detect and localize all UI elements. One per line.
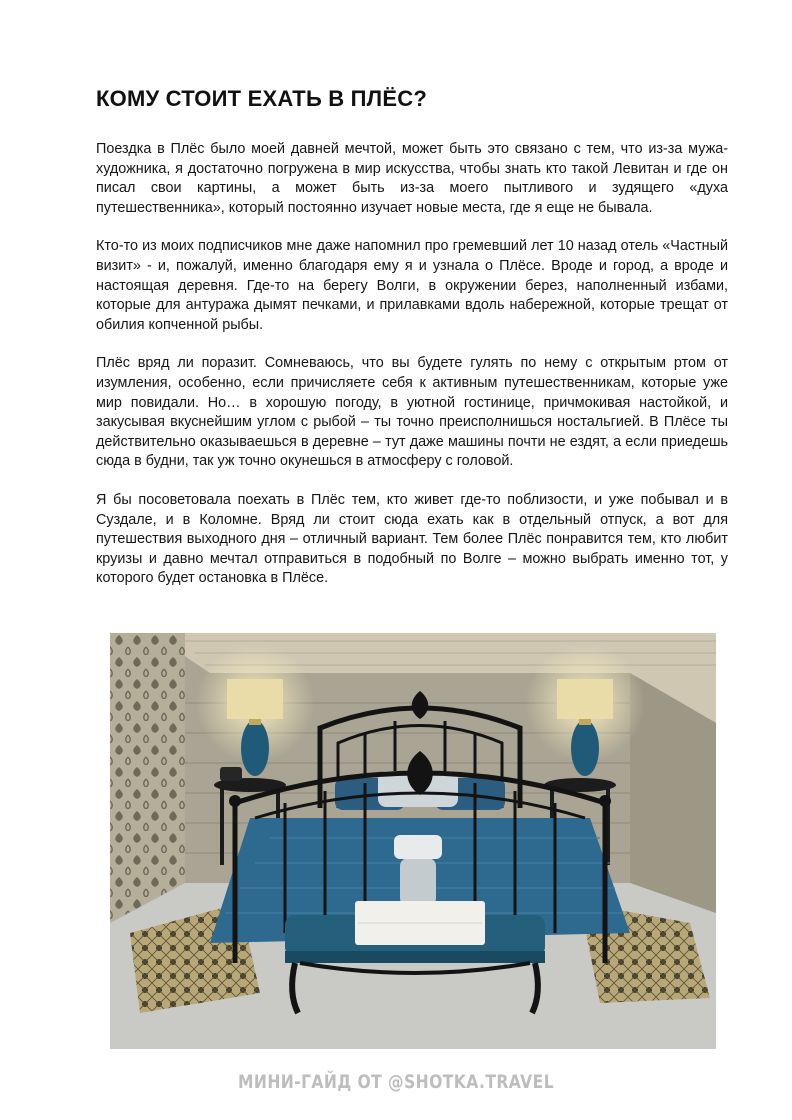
paragraph-1: Поездка в Плёс было моей давней мечтой, может быть это связано с тем, что из-за мужа-художника, я достаточно погружена в мир искусства, чтобы знать кто такой Левитан и где он писал свои картины, а может быть из-за моего пытливого и зудящего «духа путешественника», который постоянно изучает новые места, где я еще не бывала. (96, 141, 728, 216)
article-body (96, 140, 728, 608)
bedroom-illustration (110, 633, 716, 1049)
paragraph-4: Я бы посоветовала поехать в Плёс тем, кто живет где-то поблизости, и уже побывал и в Суздале, и в Коломне. Вряд ли стоит сюда ехать как в отдельный отпуск, а вот для путешествия выходного дня – отличный вариант. Тем более Плёс понравится тем, кто любит круизы и давно мечтал отправиться в подобный по Волге – можно выбрать именно тот, у которого будет остановка в Плёсе. (96, 491, 728, 587)
phone (220, 767, 242, 781)
paragraph-2: Кто-то из моих подписчиков мне даже напомнил про гремевший лет 10 назад отель «Частный визит» - и, пожалуй, именно благодаря ему я и узнала о Плёсе. Вроде и город, а вроде и настоящая деревня. Где-то на берегу Волги, в окружении берез, наполненный избами, которые для антуража дымят печками, и прилавками вдоль набережной, которые трещат от обилия копченной рыбы. (96, 238, 728, 333)
footer-credit: МИНИ-ГАЙД ОТ @SHOTKA.TRAVEL (237, 1071, 555, 1093)
wallpaper-wall (110, 633, 185, 923)
bedroom-photo (110, 633, 716, 1049)
paragraph-3: Плёс вряд ли поразит. Сомневаюсь, что вы будете гулять по нему с открытым ртом от изумления, особенно, если причисляете себя к активным путешественникам, которые уже мир повидали. Но… в хорошую погоду, в уютной гостинице, причмокивая настойкой, и закусывая вкуснейшим углом с рыбой – ты точно преисполнишься ностальгией. В Плёсе ты действительно оказываешься в деревне – тут даже машины почти не ездят, а если приедешь сюда в будни, так уж точно окунешься в атмосферу с головой. (96, 355, 728, 470)
page-title: КОМУ СТОИТ ЕХАТЬ В ПЛЁС? (96, 86, 427, 111)
